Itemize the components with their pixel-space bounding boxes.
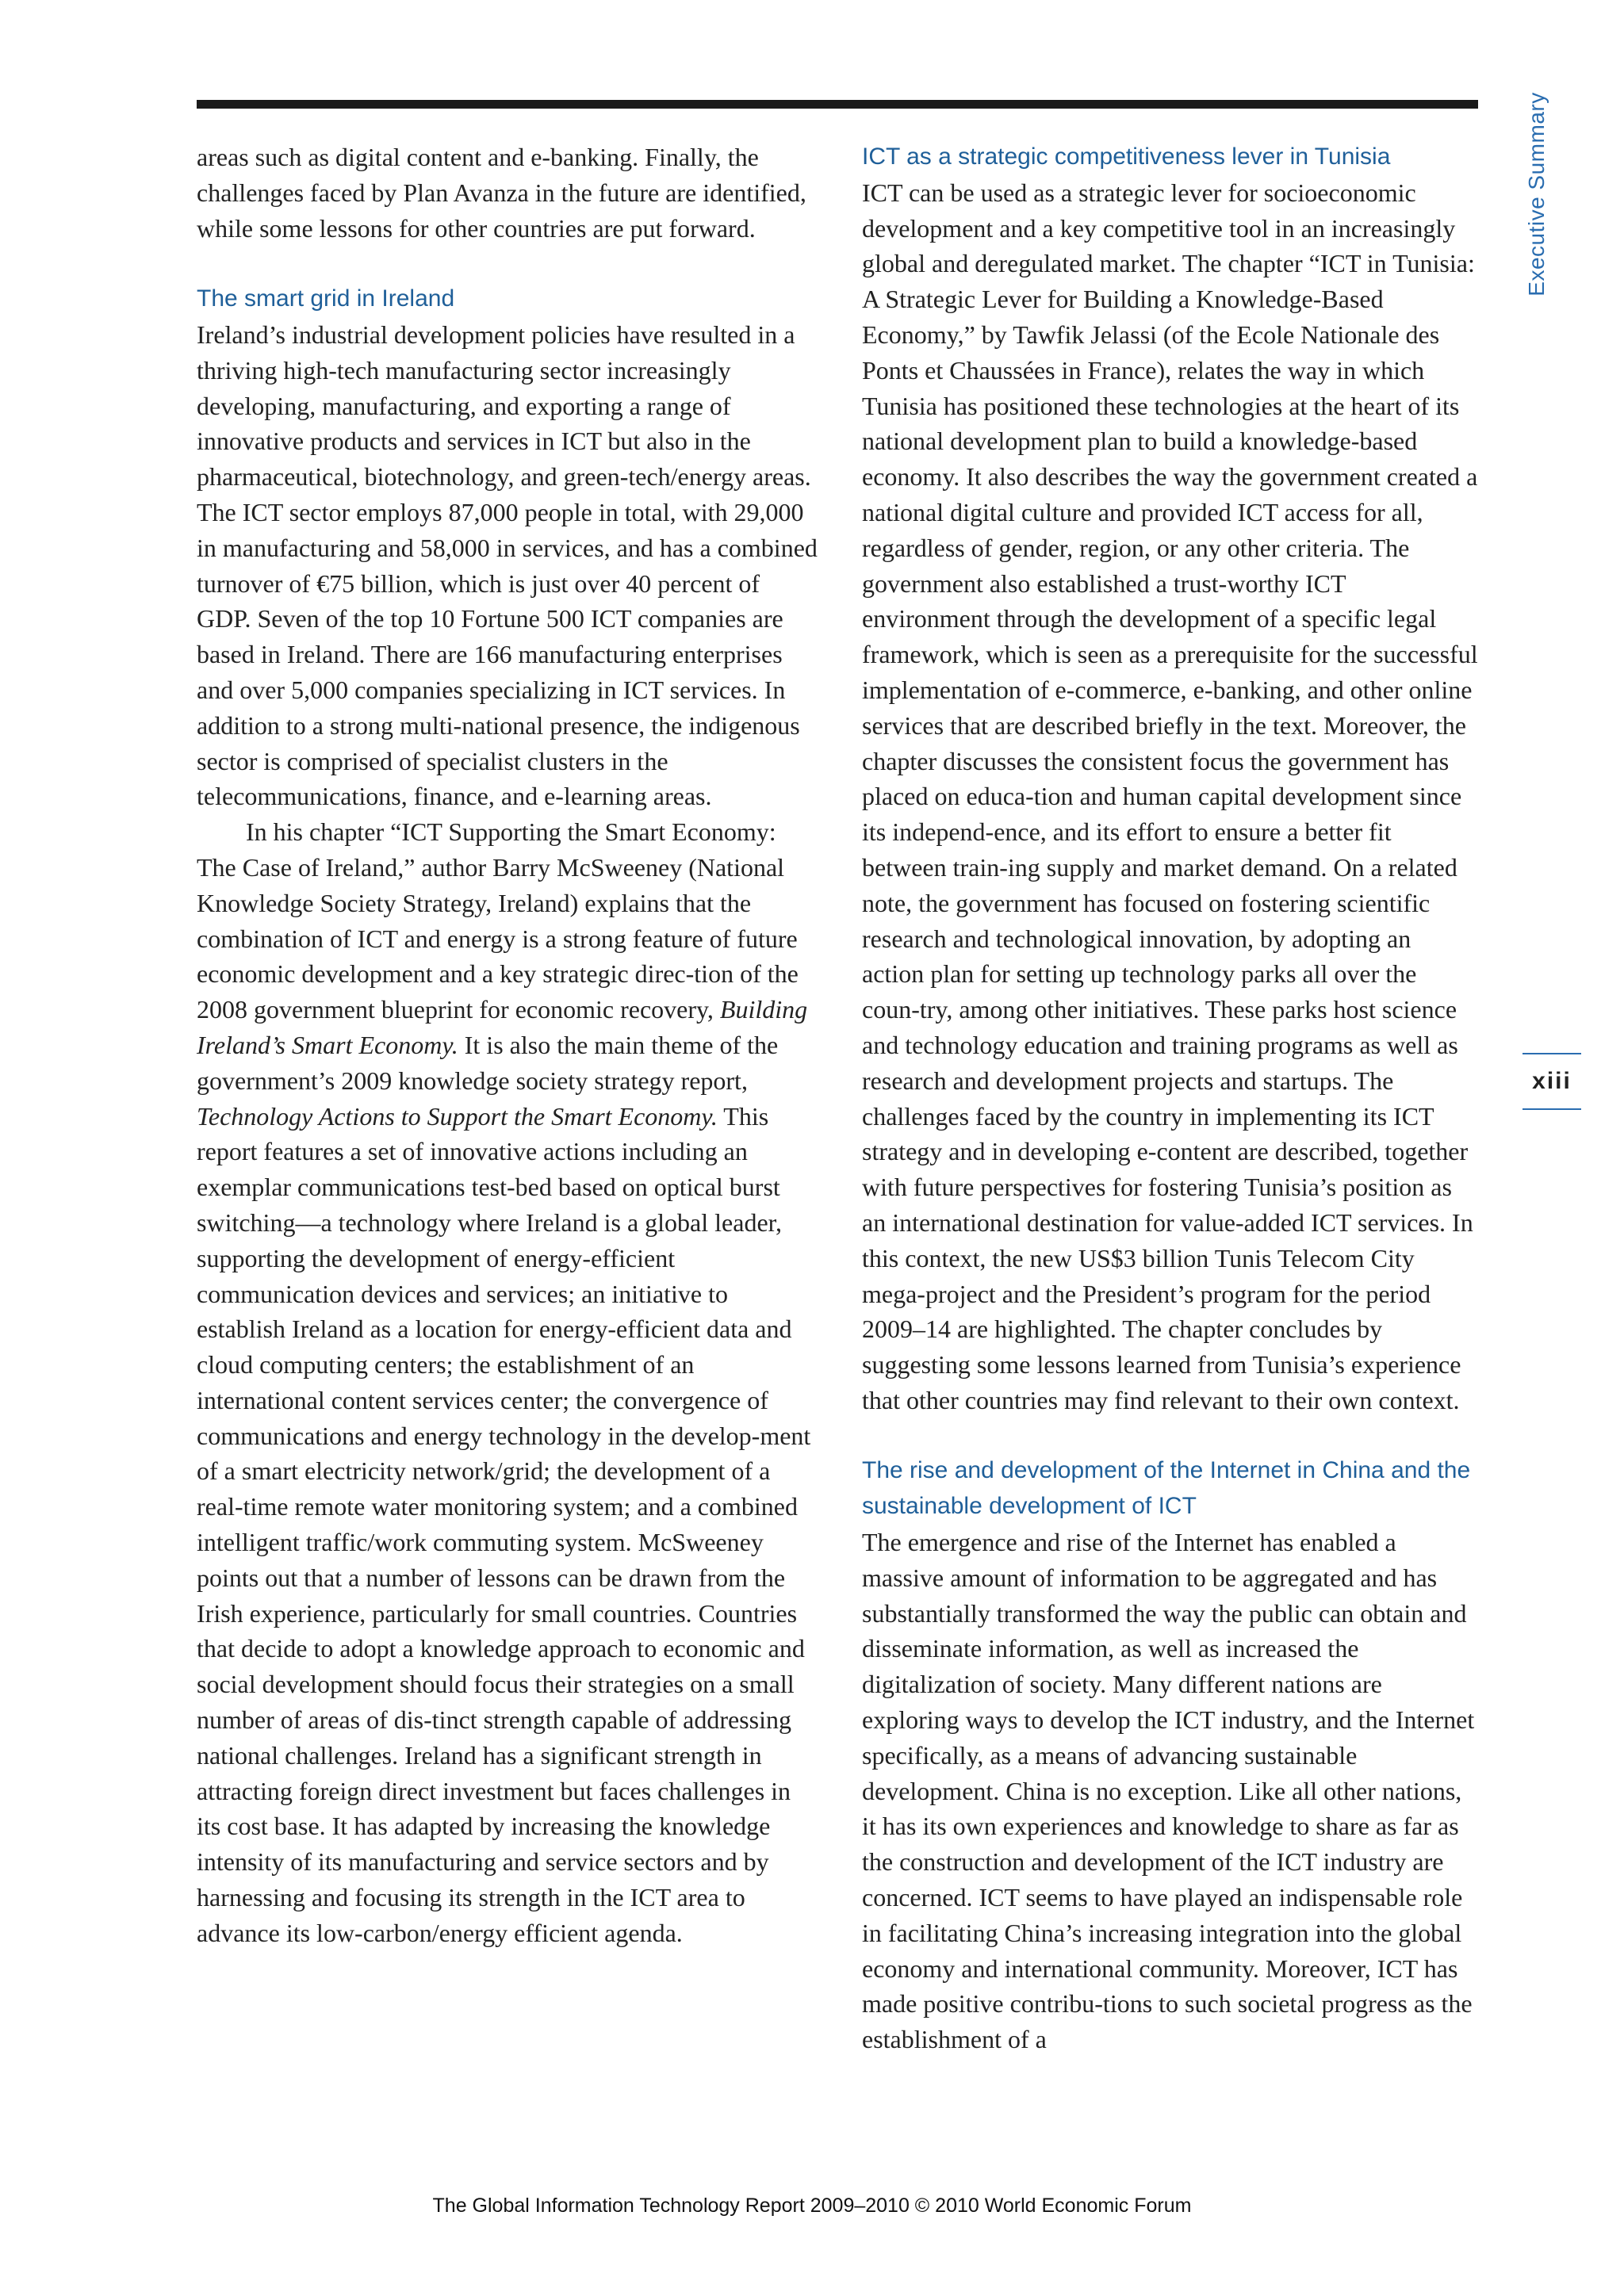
text-run: In his chapter “ICT Supporting the Smart Economy: The Case of Ireland,” author Barry McSweeney (National Knowledge Society Strategy, Ireland) explains that the combination of ICT and energy is a strong feature of future economic development and a key strategic direc-tion of the 2008 government blueprint for economic recovery, [197,817,799,1024]
paragraph: ICT can be used as a strategic lever for socioeconomic development and a key competitive tool in an increasingly global and deregulated market. The chapter “ICT in Tunisia: A Strategic Lever for Building a Knowledge-Based Economy,” by Tawfik Jelassi (of the Ecole Nationale des Ponts et Chaussées in France), relates the way in which Tunisia has positioned these technologies at the heart of its national development plan to build a knowledge-based economy. It also describes the way the government created a national digital culture and provided ICT access for all, regardless of gender, region, or any other criteria. The government also established a trust-worthy ICT environment through the development of a specific legal framework, which is seen as a prerequisite for the successful implementation of e-commerce, e-banking, and other online services that are described briefly in the text. Moreover, the chapter discusses the consistent focus the government has placed on educa-tion and human capital development since its independ-ence, and its effort to ensure a better fit between train-ing supply and market demand. On a related note, the government has focused on fostering scientific research and technological innovation, by adopting an action plan for setting up technology parks all over the coun-try, among other initiatives. These parks host science and technology education and training programs as well as research and development projects and startups. The challenges faced by the country in implementing its ICT strategy and in developing e-content are described, together with future perspectives for fostering Tunisia’s position as an international destination for value-added ICT services. In this context, the new US$3 billion Tunis Telecom City mega-project and the President’s program for the period 2009–14 are highlighted. The chapter concludes by suggesting some lessons learned from Tunisia’s experience that other countries may find relevant to their own context. [862,178,1478,1414]
report-title: Technology Actions to Support the Smart Economy. [197,1101,718,1131]
paragraph: The emergence and rise of the Internet has enabled a massive amount of information to be aggregated and has substantially transformed the way the public can obtain and disseminate information, as well as increased the digitalization of society. Many different nations are exploring ways to develop the ICT industry, and the Internet specifically, as a means of advancing sustainable development. China is no exception. Like all other nations, it has its own experiences and knowledge to share as far as the construction and development of the ICT industry are concerned. ICT seems to have played an indispensable role in facilitating China’s increasing integration into the global economy and international community. Moreover, ICT has made positive contribu-tions to such societal progress as the establishment of a [862,1528,1475,2054]
page-footer: The Global Information Technology Report 2009–2010 © 2010 World Economic Forum [432,2195,1192,2217]
page-number-box [1522,1053,1581,1110]
page-number: xiii [1532,1068,1572,1094]
paragraph: areas such as digital content and e-banking. Finally, the challenges faced by Plan Avanza in the future are identified, while some lessons for other countries are put forward. [197,143,806,243]
section-heading-tunisia: ICT as a strategic competitiveness lever in Tunisia [862,144,1391,170]
text-run: It is also the main theme of the government’s 2009 knowledge society strategy report, [197,1030,779,1095]
section-heading-china: The rise and development of the Internet in China and the sustainable development of ICT [862,1457,1471,1520]
left-column [197,140,819,1951]
right-column [862,140,1478,2057]
paragraph [197,814,819,1951]
section-heading-ireland: The smart grid in Ireland [197,285,455,312]
section-tab-label: Executive Summary [1524,92,1549,297]
section-tab [1521,92,1553,297]
top-rule [197,100,1478,109]
text-run: This report features a set of innovative actions including an exemplar communications test-bed based on optical burst switching—a technology where Ireland is a global leader, supporting the development of energy-efficient communication devices and services; an initiative to establish Ireland as a location for energy-efficient data and cloud computing centers; the establishment of an international content services center; the convergence of communications and energy technology in the develop-ment of a smart electricity network/grid; the development of a real-time remote water monitoring system; and a combined intelligent traffic/work commuting system. McSweeney points out that a number of lessons can be drawn from the Irish experience, particularly for small countries. Countries that decide to adopt a knowledge approach to economic and social development should focus their strategies on a small number of areas of dis-tinct strength capable of addressing national challenges. Ireland has a significant strength in attracting foreign direct investment but faces challenges in its cost base. It has adapted by increasing the knowledge intensity of its manufacturing and service sectors and by harnessing and focusing its strength in the ICT area to advance its low-carbon/energy efficient agenda. [197,1101,811,1947]
report-title: Building Ireland’s Smart Economy. [197,995,808,1059]
paragraph: Ireland’s industrial development policies have resulted in a thriving high-tech manufacturing sector increasingly developing, manufacturing, and exporting a range of innovative products and services in ICT but also in the pharmaceutical, biotechnology, and green-tech/energy areas. The ICT sector employs 87,000 people in total, with 29,000 in manufacturing and 58,000 in services, and has a combined turnover of €75 billion, which is just over 40 percent of GDP. Seven of the top 10 Fortune 500 ICT companies are based in Ireland. There are 166 manufacturing enterprises and over 5,000 companies specializing in ICT services. In addition to a strong multi-national presence, the indigenous sector is comprised of specialist clusters in the telecommunications, finance, and e-learning areas. [197,320,818,811]
